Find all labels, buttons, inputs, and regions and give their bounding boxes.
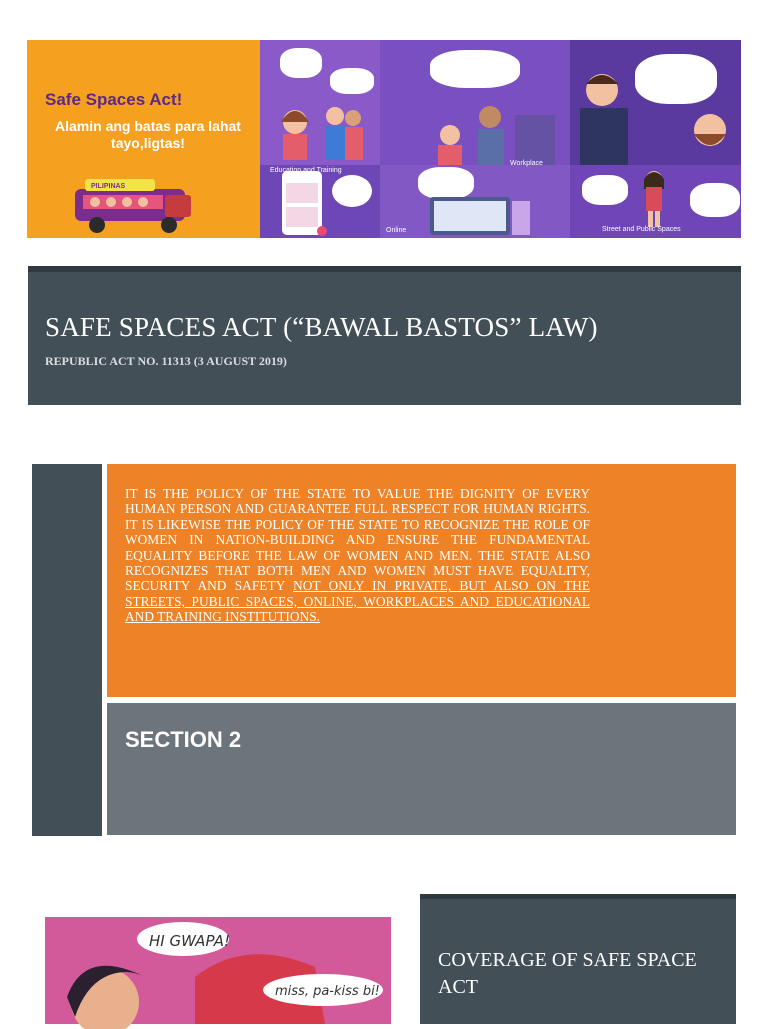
woman-illustration <box>630 169 680 229</box>
page-title: SAFE SPACES ACT (“BAWAL BASTOS” LAW) <box>45 312 598 342</box>
cartoon-image <box>45 917 391 1024</box>
panel-label-street: Street and Public Spaces <box>602 226 681 233</box>
panel-education <box>260 40 380 165</box>
banner-subtitle: Alamin ang batas para lahat tayo,ligtas! <box>55 118 241 151</box>
banner-left-panel <box>27 40 260 238</box>
section-label: SECTION 2 <box>125 727 242 752</box>
phone-illustration <box>282 169 372 237</box>
banner-image <box>27 40 741 238</box>
men-illustration <box>570 60 741 165</box>
policy-text <box>125 486 590 625</box>
panel-street <box>570 40 741 165</box>
page-subtitle: REPUBLIC ACT NO. 11313 (3 AUGUST 2019) <box>45 354 287 368</box>
banner-title: Safe Spaces Act! <box>45 90 183 109</box>
panel-label-workplace: Workplace <box>510 160 543 167</box>
cartoon-bubble-1: HI GWAPA! <box>149 932 231 950</box>
catcalling-illustration <box>45 917 391 1024</box>
policy-box <box>107 464 736 697</box>
cartoon-bubble-2: miss, pa-kiss bi! <box>275 984 380 999</box>
coverage-title: COVERAGE OF SAFE SPACE ACT <box>438 949 697 998</box>
jeepney-illustration <box>65 175 205 235</box>
students-illustration <box>275 100 365 160</box>
panel-street-scene <box>570 165 741 238</box>
office-illustration <box>420 95 560 165</box>
panel-workplace <box>380 40 570 165</box>
panel-label-online: Online <box>386 227 407 234</box>
title-block <box>28 266 741 405</box>
section-side-bar <box>32 464 102 836</box>
panel-online-phone <box>260 165 380 238</box>
banner-right-panels <box>260 40 741 238</box>
policy-text-plain: IT IS THE POLICY OF THE STATE TO VALUE THE DIGNITY OF EVERY HUMAN PERSON AND GUARANTEE FULL RESPECT FOR HUMAN RIGHTS. IT IS LIKEWISE THE POLICY OF THE STATE TO RECOGNIZE THE ROLE OF WOMEN IN NATION-BUILDING AND ENSURE THE FUNDAMENTAL EQUALITY BEFORE THE LAW OF WOMEN AND MEN. THE STATE ALSO RECOGNIZES THAT BOTH MEN AND WOMEN MUST HAVE EQUALITY, SECURITY AND SAFETY <box>125 486 590 594</box>
section-label-box <box>107 703 736 835</box>
panel-online-laptop <box>380 160 570 238</box>
policy-text-underlined: NOT ONLY IN PRIVATE, BUT ALSO ON THE STREETS, PUBLIC SPACES, ONLINE, WORKPLACES AND EDUCATIONAL AND TRAINING INSTITUTIONS. <box>125 578 590 625</box>
panel-label-education: Education and Training <box>270 167 342 174</box>
laptop-illustration <box>430 193 530 238</box>
coverage-block <box>420 894 736 1024</box>
jeepney-sign: PILIPINAS <box>91 183 126 190</box>
